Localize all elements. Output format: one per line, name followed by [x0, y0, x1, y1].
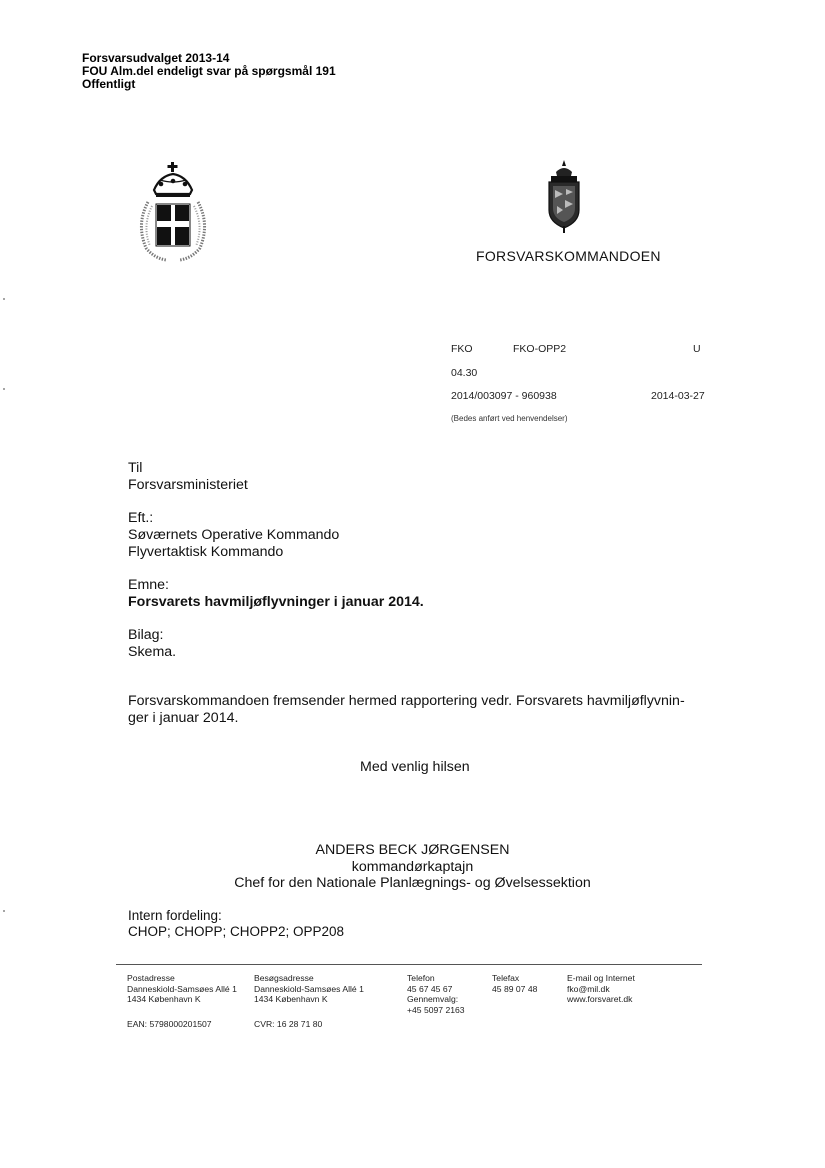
fax-label: Telefax: [492, 973, 520, 983]
distribution-label: Intern fordeling:: [128, 908, 222, 923]
ref-case-number: 2014/003097 - 960938: [451, 390, 557, 402]
subject-label: Emne:: [128, 577, 170, 593]
signature-title: Chef for den Nationale Planlægnings- og Øvelsessektion: [234, 875, 591, 891]
body-line: ger i januar 2014.: [128, 710, 239, 726]
coat-of-arms-icon: [543, 158, 585, 234]
distribution-block: [128, 908, 344, 940]
email-value: fko@mil.dk: [567, 983, 610, 994]
ref-classification: U: [693, 343, 701, 355]
attachment-label: Bilag:: [128, 627, 164, 643]
visit-city: 1434 København K: [254, 994, 328, 1004]
header-public: Offentligt: [82, 77, 136, 91]
copy-recipient-navy: Søværnets Operative Kommando: [128, 527, 340, 543]
phone-label: Telefon: [407, 973, 435, 983]
recipient-label: Til: [128, 460, 143, 476]
subject-value: Forsvarets havmiljøflyvninger i januar 2014.: [128, 594, 424, 610]
postal-city: 1434 København K: [127, 994, 201, 1004]
header-reference: FOU Alm.del endeligt svar på spørgsmål 191: [82, 64, 336, 78]
footer-cvr: CVR: 16 28 71 80: [254, 1019, 323, 1029]
signature-rank: kommandørkaptajn: [351, 859, 474, 875]
footer-contact: [567, 973, 635, 1005]
ref-date: 2014-03-27: [651, 390, 705, 402]
ref-department: FKO-OPP2: [513, 343, 567, 355]
document-header: [82, 52, 336, 91]
website-value: www.forsvaret.dk: [567, 994, 633, 1004]
copy-label: Eft.:: [128, 510, 154, 526]
attachment-block: [128, 627, 176, 661]
footer-phone: [407, 973, 465, 1015]
ref-file-number: 04.30: [451, 367, 478, 379]
fax-value: 45 89 07 48: [492, 983, 538, 994]
signature-name: ANDERS BECK JØRGENSEN: [315, 842, 510, 858]
copy-recipient-air: Flyvertaktisk Kommando: [128, 544, 284, 560]
royal-crown-emblem-icon: [130, 160, 216, 266]
recipient-value: Forsvarsministeriet: [128, 477, 248, 493]
phone-value: 45 67 45 67: [407, 983, 453, 994]
ref-note: (Bedes anført ved henvendelser): [451, 414, 568, 423]
scan-speck: [3, 388, 5, 390]
visit-street: Danneskiold-Samsøes Allé 1: [254, 983, 364, 994]
subject-block: [128, 577, 424, 611]
recipient-block: [128, 460, 248, 494]
distribution-list: CHOP; CHOPP; CHOPP2; OPP208: [128, 924, 345, 939]
attachment-value: Skema.: [128, 644, 177, 660]
footer-postal: [127, 973, 237, 1005]
closing-greeting: Med venlig hilsen: [360, 759, 470, 775]
footer-fax: [492, 973, 537, 994]
visit-label: Besøgsadresse: [254, 973, 314, 983]
body-line: Forsvarskommandoen fremsender hermed rapportering vedr. Forsvarets havmiljøflyvnin-: [128, 693, 685, 709]
postal-label: Postadresse: [127, 973, 175, 983]
footer-ean: EAN: 5798000201507: [127, 1019, 212, 1029]
footer-visit: [254, 973, 364, 1005]
footer-divider: [116, 964, 702, 965]
scan-speck: [3, 298, 5, 300]
copy-block: [128, 510, 339, 561]
ref-unit: FKO: [451, 343, 473, 355]
scan-speck: [3, 910, 5, 912]
organization-name: FORSVARSKOMMANDOEN: [476, 248, 661, 264]
postal-street: Danneskiold-Samsøes Allé 1: [127, 983, 237, 994]
direct-value: +45 5097 2163: [407, 1004, 465, 1015]
email-label: E-mail og Internet: [567, 973, 635, 983]
header-committee: Forsvarsudvalget 2013-14: [82, 51, 230, 65]
direct-label: Gennemvalg:: [407, 994, 459, 1004]
letter-body: [128, 693, 713, 727]
